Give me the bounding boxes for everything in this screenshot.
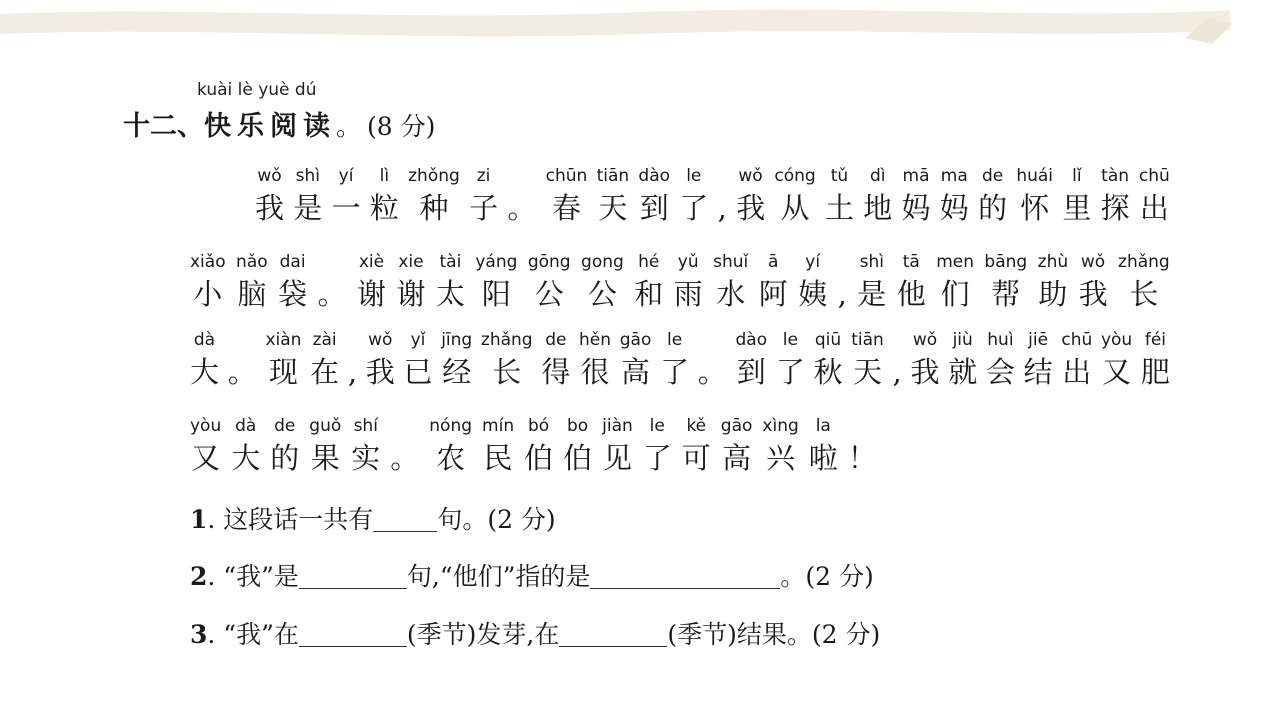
word-cell (857, 250, 886, 314)
hanzi: 公 (534, 277, 564, 311)
hanzi: 高 (722, 441, 752, 475)
hanzi: 长 (1129, 277, 1159, 311)
hanzi: 我 (365, 355, 395, 389)
hanzi: 公 (587, 277, 617, 311)
word-cell (776, 328, 805, 392)
word-cell (351, 414, 380, 478)
pinyin: shí (353, 416, 378, 436)
pinyin: le (666, 330, 683, 350)
hanzi: 实 (351, 441, 381, 475)
word-cell (851, 328, 884, 392)
word-cell (579, 328, 611, 392)
section-title-text: 快乐阅读 (204, 111, 336, 142)
pinyin: gāo (619, 330, 652, 350)
pinyin: zhǒng (408, 166, 460, 186)
answer-blank[interactable] (373, 505, 437, 532)
pinyin: gōng (527, 252, 571, 272)
hanzi: 我 (736, 191, 766, 225)
word-cell (674, 250, 703, 314)
pinyin: zhù (1037, 252, 1069, 272)
word-cell (469, 164, 498, 228)
pinyin: guǒ (309, 416, 342, 436)
hanzi: 又 (191, 441, 221, 475)
hanzi: 见 (602, 441, 632, 475)
pinyin: yòu (1100, 330, 1133, 350)
word-cell (293, 164, 322, 228)
hanzi: 谢 (396, 277, 426, 311)
pinyin: huì (987, 330, 1014, 350)
pinyin: bo (567, 416, 589, 436)
pinyin: le (686, 166, 702, 186)
answer-blank[interactable] (590, 562, 780, 589)
hanzi: 就 (948, 355, 978, 389)
hanzi: 出 (1062, 355, 1092, 389)
word-cell (507, 164, 536, 228)
title-pinyin: kuài lè yuè dú (197, 80, 317, 100)
word-cell (528, 250, 571, 314)
word-cell (660, 328, 689, 392)
hanzi: 。 (227, 355, 257, 389)
word-cell (643, 414, 672, 478)
hanzi: 在 (310, 355, 340, 389)
pinyin: men (936, 252, 974, 272)
hanzi: ！ (847, 441, 877, 475)
word-cell (1024, 328, 1053, 392)
word-cell (1061, 328, 1092, 392)
pinyin: wǒ (912, 330, 938, 350)
pinyin: dào (638, 166, 671, 186)
pinyin: mín (482, 416, 515, 436)
word-cell (357, 250, 386, 314)
word-cell (978, 164, 1007, 228)
hanzi: 脑 (237, 277, 267, 311)
hanzi: 。 (317, 277, 347, 311)
question-3: 3. “我”在 (季节)发芽,在 (季节)结果。(2 分) (190, 620, 881, 649)
word-cell (948, 328, 977, 392)
word-cell (638, 164, 670, 228)
hanzi: 。 (390, 441, 420, 475)
pinyin: wǒ (257, 166, 282, 186)
word-cell (475, 250, 517, 314)
title-period: 。 (336, 112, 362, 141)
pinyin: yí (805, 252, 821, 272)
hanzi: 土 (824, 191, 854, 225)
word-cell (814, 328, 843, 392)
pinyin: jiē (1028, 330, 1049, 350)
word-cell (634, 250, 663, 314)
word-cell (1139, 164, 1170, 228)
word-cell (318, 250, 347, 314)
pinyin: tiān (596, 166, 630, 186)
hanzi: 又 (1102, 355, 1132, 389)
pinyin: huái (1016, 166, 1054, 186)
hanzi: 长 (492, 355, 522, 389)
word-cell (984, 250, 1027, 314)
hanzi: 秋 (813, 355, 843, 389)
pinyin: shuǐ (713, 252, 749, 272)
pinyin: gong (581, 252, 624, 272)
hanzi: 粒 (369, 191, 399, 225)
hanzi: 得 (541, 355, 571, 389)
word-cell (270, 414, 299, 478)
pinyin: le (782, 330, 798, 350)
hanzi: 帮 (991, 277, 1021, 311)
word-cell (1038, 250, 1068, 314)
hanzi: 高 (621, 355, 651, 389)
hanzi: 姨 (798, 277, 828, 311)
word-cell (366, 328, 395, 392)
word-cell (897, 250, 926, 314)
pinyin: qiū (814, 330, 842, 350)
word-cell (910, 328, 939, 392)
word-cell (736, 328, 768, 392)
word-cell (441, 328, 472, 392)
word-cell (390, 414, 419, 478)
word-cell (348, 328, 357, 392)
word-cell (1101, 328, 1132, 392)
hanzi: 。 (507, 191, 537, 225)
word-cell (265, 328, 301, 392)
pinyin: jiàn (602, 416, 633, 436)
word-cell (1118, 250, 1170, 314)
pinyin: dà (193, 330, 216, 350)
word-cell (893, 328, 902, 392)
word-cell (902, 164, 931, 228)
pinyin: bó (528, 416, 550, 436)
word-cell (848, 414, 877, 478)
word-cell (809, 414, 838, 478)
word-cell (524, 414, 553, 478)
section-number: 十二、 (123, 111, 204, 142)
hanzi: 啦 (808, 441, 838, 475)
answer-blank[interactable] (299, 562, 407, 589)
pinyin: tàn (1101, 166, 1130, 186)
hanzi: 伯 (563, 441, 593, 475)
title-score: (8 分) (367, 112, 436, 141)
hanzi: 我 (910, 355, 940, 389)
hanzi: 们 (940, 277, 970, 311)
word-cell (396, 250, 425, 314)
pinyin: mā (902, 166, 930, 186)
hanzi: 和 (634, 277, 664, 311)
hanzi: , (717, 191, 727, 225)
word-cell (309, 414, 341, 478)
pinyin: hé (638, 252, 660, 272)
pinyin: dà (235, 416, 257, 436)
pinyin: bāng (984, 252, 1028, 272)
pinyin: hěn (579, 330, 612, 350)
word-cell (581, 250, 624, 314)
question-1: 1. 这段话一共有 句。(2 分) (190, 505, 556, 534)
pinyin: tǔ (830, 166, 849, 186)
hanzi: 结 (1023, 355, 1053, 389)
hanzi: 出 (1139, 191, 1169, 225)
pinyin: la (815, 416, 831, 436)
pinyin: le (649, 416, 665, 436)
hanzi: 兴 (766, 441, 796, 475)
answer-blank[interactable] (299, 620, 407, 647)
word-cell (408, 164, 460, 228)
question-2: 2. “我”是 句,“他们”指的是 。(2 分) (190, 562, 874, 591)
hanzi: 我 (1078, 277, 1108, 311)
section-title (123, 104, 435, 143)
word-cell (332, 164, 361, 228)
pinyin: yáng (475, 252, 518, 272)
pinyin: xie (398, 252, 424, 272)
hanzi: 民 (483, 441, 513, 475)
hanzi: 谢 (356, 277, 386, 311)
hanzi: 果 (310, 441, 340, 475)
passage-line-2 (190, 250, 1170, 314)
word-cell (774, 164, 815, 228)
pinyin: tiān (851, 330, 884, 350)
word-cell (721, 414, 753, 478)
word-cell (403, 328, 432, 392)
pinyin: yòu (190, 416, 222, 436)
pinyin: lǐ (1072, 166, 1082, 186)
hanzi: 大 (231, 441, 261, 475)
word-cell (190, 328, 219, 392)
word-cell (310, 328, 339, 392)
word-cell (278, 250, 307, 314)
hanzi: , (347, 355, 358, 389)
hanzi: 肥 (1140, 355, 1170, 389)
hanzi: 很 (580, 355, 610, 389)
pinyin: chūn (545, 166, 588, 186)
hanzi: 妈 (939, 191, 969, 225)
hanzi: 农 (436, 441, 466, 475)
word-cell (236, 250, 268, 314)
pinyin: ma (940, 166, 968, 186)
hanzi: 了 (679, 191, 709, 225)
pinyin: xiè (358, 252, 385, 272)
pinyin: wǒ (368, 330, 393, 350)
hanzi: 到 (736, 355, 766, 389)
pinyin: nóng (429, 416, 473, 436)
hanzi: 是 (857, 277, 887, 311)
hanzi: 里 (1062, 191, 1092, 225)
word-cell (481, 328, 533, 392)
word-cell (718, 164, 727, 228)
hanzi: 伯 (524, 441, 554, 475)
pinyin: shì (295, 166, 320, 186)
pinyin: de (981, 166, 1004, 186)
hanzi: 的 (978, 191, 1008, 225)
pinyin: wǒ (1080, 252, 1106, 272)
word-cell (825, 164, 854, 228)
word-cell (863, 164, 892, 228)
pinyin: zài (312, 330, 337, 350)
word-cell (1016, 164, 1053, 228)
hanzi: 怀 (1020, 191, 1050, 225)
hanzi: 到 (639, 191, 669, 225)
word-cell (1062, 164, 1091, 228)
word-cell (597, 164, 630, 228)
pinyin: chū (1138, 166, 1170, 186)
word-cell (798, 250, 827, 314)
word-cell (682, 414, 711, 478)
hanzi: 大 (190, 355, 220, 389)
hanzi: 小 (193, 277, 223, 311)
hanzi: , (837, 277, 847, 311)
word-cell (698, 328, 727, 392)
hanzi: 妈 (901, 191, 931, 225)
pinyin: wǒ (738, 166, 763, 186)
word-cell (762, 414, 798, 478)
word-cell (546, 164, 588, 228)
hanzi: 从 (780, 191, 810, 225)
pinyin: yǐ (410, 330, 426, 350)
passage-line-4 (190, 414, 877, 478)
word-cell (736, 164, 765, 228)
word-cell (370, 164, 399, 228)
pinyin: zi (476, 166, 491, 186)
brush-stroke-decoration (0, 0, 1280, 60)
word-cell (759, 250, 788, 314)
hanzi: 雨 (673, 277, 703, 311)
word-cell (231, 414, 260, 478)
word-cell (679, 164, 708, 228)
word-cell (940, 164, 969, 228)
hanzi: 子 (469, 191, 499, 225)
pinyin: yí (338, 166, 354, 186)
hanzi: 阳 (481, 277, 511, 311)
pinyin: tài (439, 252, 462, 272)
pinyin: cóng (774, 166, 816, 186)
word-cell (228, 328, 257, 392)
word-cell (429, 414, 472, 478)
hanzi: 的 (270, 441, 300, 475)
word-cell (713, 250, 748, 314)
pinyin: zhǎng (1118, 252, 1170, 272)
hanzi: 他 (896, 277, 926, 311)
word-cell (255, 164, 284, 228)
hanzi: 太 (435, 277, 465, 311)
pinyin: yǔ (677, 252, 699, 272)
hanzi: 是 (293, 191, 323, 225)
pinyin: nǎo (236, 252, 268, 272)
word-cell (986, 328, 1015, 392)
hanzi: 一 (331, 191, 361, 225)
word-cell (541, 328, 570, 392)
hanzi: 已 (403, 355, 433, 389)
pinyin: dào (735, 330, 768, 350)
hanzi: 天 (598, 191, 628, 225)
pinyin: jīng (441, 330, 473, 350)
hanzi: 经 (442, 355, 472, 389)
pinyin: féi (1144, 330, 1166, 350)
word-cell (1141, 328, 1170, 392)
pinyin: xìng (762, 416, 799, 436)
hanzi: 现 (268, 355, 298, 389)
pinyin: xiàn (265, 330, 302, 350)
word-cell (1079, 250, 1108, 314)
word-cell (482, 414, 514, 478)
word-cell (1101, 164, 1130, 228)
word-cell (838, 250, 847, 314)
hanzi: 天 (853, 355, 883, 389)
hanzi: 。 (697, 355, 727, 389)
word-cell (436, 250, 465, 314)
hanzi: 了 (660, 355, 690, 389)
hanzi: 我 (255, 191, 285, 225)
word-cell (620, 328, 652, 392)
hanzi: 种 (419, 191, 449, 225)
hanzi: 可 (681, 441, 711, 475)
word-cell (190, 250, 226, 314)
pinyin: tā (902, 252, 920, 272)
pinyin: dai (279, 252, 306, 272)
hanzi: , (892, 355, 902, 389)
hanzi: 袋 (278, 277, 308, 311)
pinyin: lì (379, 166, 390, 186)
hanzi: 会 (985, 355, 1015, 389)
passage-line-3 (190, 328, 1170, 392)
answer-blank[interactable] (559, 620, 667, 647)
hanzi: 阿 (758, 277, 788, 311)
word-cell (936, 250, 974, 314)
hanzi: 地 (863, 191, 893, 225)
hanzi: 水 (716, 277, 746, 311)
hanzi: 了 (642, 441, 672, 475)
passage-line-1 (255, 164, 1170, 228)
hanzi: 春 (551, 191, 581, 225)
pinyin: dì (869, 166, 886, 186)
pinyin: zhǎng (480, 330, 533, 350)
hanzi: 助 (1038, 277, 1068, 311)
word-cell (602, 414, 633, 478)
pinyin: gāo (720, 416, 753, 436)
hanzi: 了 (775, 355, 805, 389)
word-cell (190, 414, 221, 478)
pinyin: ā (768, 252, 779, 272)
pinyin: kě (686, 416, 707, 436)
word-cell (563, 414, 592, 478)
pinyin: de (274, 416, 296, 436)
pinyin: jiù (952, 330, 973, 350)
pinyin: shì (859, 252, 884, 272)
hanzi: 探 (1100, 191, 1130, 225)
pinyin: xiǎo (190, 252, 226, 272)
pinyin: de (545, 330, 567, 350)
pinyin: chū (1061, 330, 1093, 350)
